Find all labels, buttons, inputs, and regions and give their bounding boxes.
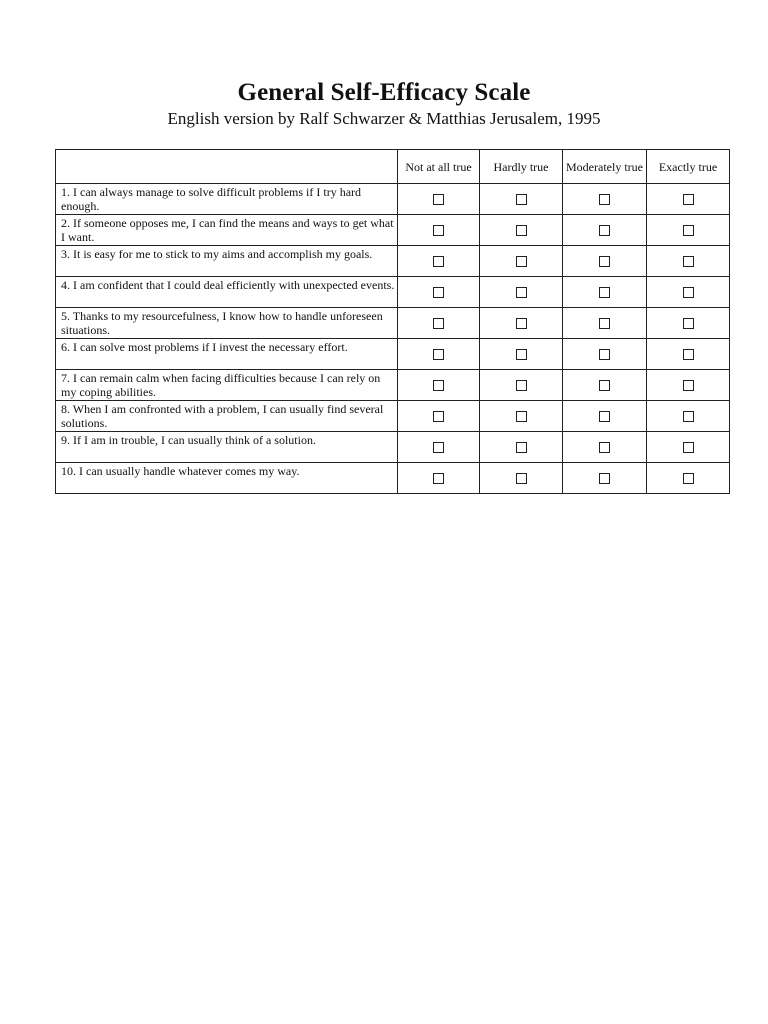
table-row [56,277,730,308]
table-row [56,215,730,246]
checkbox-moderately-true[interactable] [599,473,610,484]
checkbox-not-at-all-true[interactable] [433,380,444,391]
checkbox-hardly-true[interactable] [516,318,527,329]
page-subtitle: English version by Ralf Schwarzer & Matthias Jerusalem, 1995 [167,109,601,128]
checkbox-not-at-all-true[interactable] [433,194,444,205]
checkbox-hardly-true[interactable] [516,411,527,422]
option-header-hardly-true: Hardly true [480,150,563,184]
checkbox-exactly-true[interactable] [683,318,694,329]
checkbox-hardly-true[interactable] [516,225,527,236]
checkbox-exactly-true[interactable] [683,287,694,298]
item-column-header [56,150,398,184]
item-statement: 3. It is easy for me to stick to my aims and accomplish my goals. [56,246,398,277]
table-row [56,432,730,463]
checkbox-not-at-all-true[interactable] [433,349,444,360]
item-statement: 8. When I am confronted with a problem, I can usually find several solutions. [56,401,398,432]
self-efficacy-table [55,149,730,494]
item-statement: 6. I can solve most problems if I invest the necessary effort. [56,339,398,370]
checkbox-hardly-true[interactable] [516,442,527,453]
checkbox-moderately-true[interactable] [599,256,610,267]
table-row [56,246,730,277]
checkbox-exactly-true[interactable] [683,411,694,422]
page-title: General Self-Efficacy Scale [237,79,531,106]
checkbox-not-at-all-true[interactable] [433,442,444,453]
item-statement: 1. I can always manage to solve difficult problems if I try hard enough. [56,184,398,215]
checkbox-hardly-true[interactable] [516,380,527,391]
checkbox-hardly-true[interactable] [516,287,527,298]
table-row [56,401,730,432]
checkbox-moderately-true[interactable] [599,194,610,205]
item-statement: 7. I can remain calm when facing difficulties because I can rely on my coping abilities. [56,370,398,401]
checkbox-moderately-true[interactable] [599,380,610,391]
checkbox-hardly-true[interactable] [516,349,527,360]
checkbox-not-at-all-true[interactable] [433,287,444,298]
checkbox-exactly-true[interactable] [683,349,694,360]
checkbox-moderately-true[interactable] [599,225,610,236]
option-header-not-at-all-true: Not at all true [398,150,480,184]
item-statement: 5. Thanks to my resourcefulness, I know how to handle unforeseen situations. [56,308,398,339]
checkbox-hardly-true[interactable] [516,256,527,267]
item-statement: 10. I can usually handle whatever comes my way. [56,463,398,494]
checkbox-moderately-true[interactable] [599,411,610,422]
checkbox-not-at-all-true[interactable] [433,411,444,422]
checkbox-moderately-true[interactable] [599,349,610,360]
checkbox-hardly-true[interactable] [516,194,527,205]
table-row [56,308,730,339]
checkbox-exactly-true[interactable] [683,473,694,484]
checkbox-not-at-all-true[interactable] [433,473,444,484]
checkbox-not-at-all-true[interactable] [433,318,444,329]
checkbox-not-at-all-true[interactable] [433,225,444,236]
table-row [56,184,730,215]
item-statement: 2. If someone opposes me, I can find the means and ways to get what I want. [56,215,398,246]
table-row [56,370,730,401]
item-statement: 4. I am confident that I could deal efficiently with unexpected events. [56,277,398,308]
table-body [56,184,730,494]
checkbox-exactly-true[interactable] [683,194,694,205]
table-row [56,463,730,494]
checkbox-exactly-true[interactable] [683,380,694,391]
checkbox-exactly-true[interactable] [683,225,694,236]
header-row [56,150,730,184]
checkbox-moderately-true[interactable] [599,318,610,329]
checkbox-not-at-all-true[interactable] [433,256,444,267]
checkbox-moderately-true[interactable] [599,287,610,298]
option-header-moderately-true: Moderately true [563,150,647,184]
checkbox-exactly-true[interactable] [683,442,694,453]
checkbox-moderately-true[interactable] [599,442,610,453]
table-row [56,339,730,370]
checkbox-exactly-true[interactable] [683,256,694,267]
checkbox-hardly-true[interactable] [516,473,527,484]
option-header-exactly-true: Exactly true [647,150,730,184]
item-statement: 9. If I am in trouble, I can usually think of a solution. [56,432,398,463]
